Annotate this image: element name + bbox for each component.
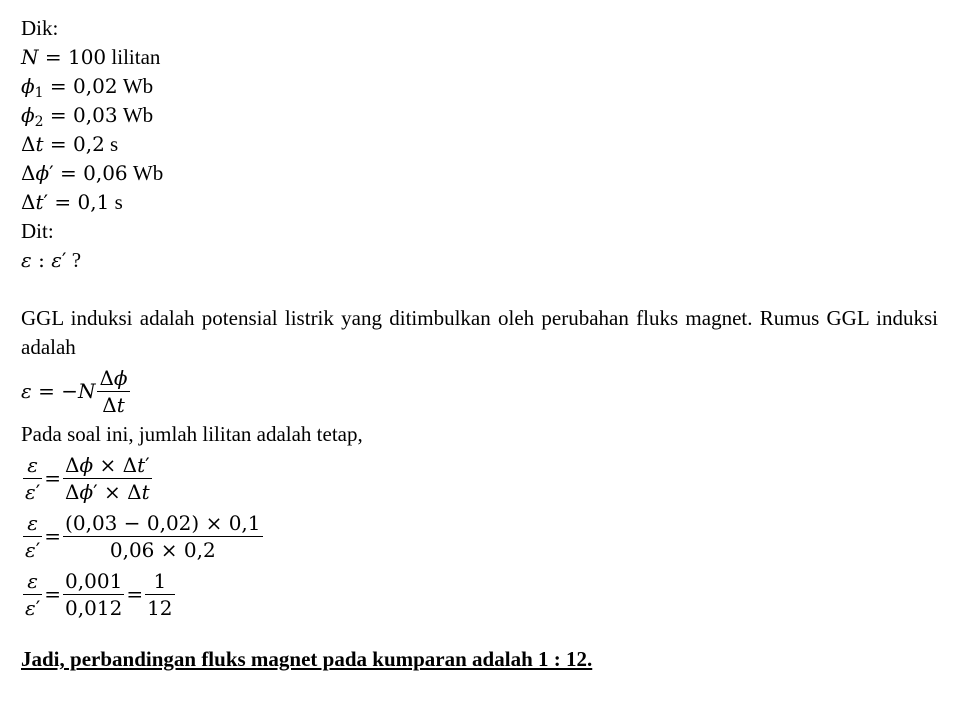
calc-dphi-prime: 0,06 [109, 537, 155, 562]
calc-dt: 0,2 [183, 537, 216, 562]
dit-label: Dit: [21, 219, 54, 243]
dik-label: Dik: [21, 16, 59, 40]
given-dt-prime-unit: s [114, 190, 123, 214]
note-text: Pada soal ini, jumlah lilitan adalah tetap, [21, 422, 363, 446]
intro-paragraph: GGL induksi adalah potensial listrik yang ditimbulkan oleh perubahan fluks magnet. Rumus GGL induksi adalah [21, 306, 938, 359]
given-phi2-value: 0,03 [73, 103, 118, 127]
given-phi1-value: 0,02 [73, 74, 118, 98]
given-n: N = 100 lilitan [21, 45, 161, 69]
given-dt-unit: s [110, 132, 119, 156]
given-phi2-unit: Wb [122, 103, 154, 127]
ratio-substitution: $\frac{\varepsilon}{\varepsilon'}$ = $\frac{(0,03 - 0,02) \times 0,1}{0,06 \times 0,2}$ [25, 510, 261, 562]
given-dt-prime: Δt′ = 0,1 s [21, 190, 123, 214]
given-dt: Δt = 0,2 s [21, 132, 119, 156]
ratio-denominator: 0,012 [65, 595, 123, 620]
solution-document [21, 14, 938, 674]
given-dphi-prime: Δϕ′ = 0,06 Wb [21, 161, 164, 185]
calc-phi1: 0,02 [146, 510, 192, 535]
ratio-numerator: 0,001 [65, 568, 123, 593]
given-n-unit: lilitan [111, 45, 161, 69]
given-n-value: 100 [67, 45, 107, 69]
given-dphi-prime-unit: Wb [132, 161, 164, 185]
conclusion: Jadi, perbandingan fluks magnet pada kumparan adalah 1 : 12. [21, 647, 593, 671]
emf-formula: ε = −N $\frac{\Delta\phi}{\Delta t}$ [21, 365, 128, 417]
final-denominator: 12 [147, 595, 173, 620]
question: ε : ε′ ? [21, 248, 82, 272]
question-mark: ? [71, 248, 82, 272]
final-numerator: 1 [145, 568, 174, 595]
given-phi2: $\phi_2 = 0,03$ Wb [21, 103, 154, 130]
given-dt-value: 0,2 [72, 132, 105, 156]
calc-dt-prime: 0,1 [228, 510, 261, 535]
given-phi1-unit: Wb [122, 74, 154, 98]
given-phi1: $\phi_1 = 0,02$ Wb [21, 74, 154, 101]
ratio-formula: $\frac{\varepsilon}{\varepsilon'}$ = $\frac{\Delta\phi \times \Delta t'}{\Delta\phi' \times \Delta t}$ [25, 452, 150, 504]
calc-phi2: 0,03 [72, 510, 118, 535]
given-dt-prime-value: 0,1 [77, 190, 110, 214]
ratio-result: $\frac{\varepsilon}{\varepsilon'}$ = $\frac{0,001}{0,012}$ = $\frac{1}{12}$ [25, 568, 173, 620]
given-dphi-prime-value: 0,06 [83, 161, 128, 185]
emf-fraction: $\frac{\Delta\phi}{\Delta t}$ [99, 365, 128, 417]
